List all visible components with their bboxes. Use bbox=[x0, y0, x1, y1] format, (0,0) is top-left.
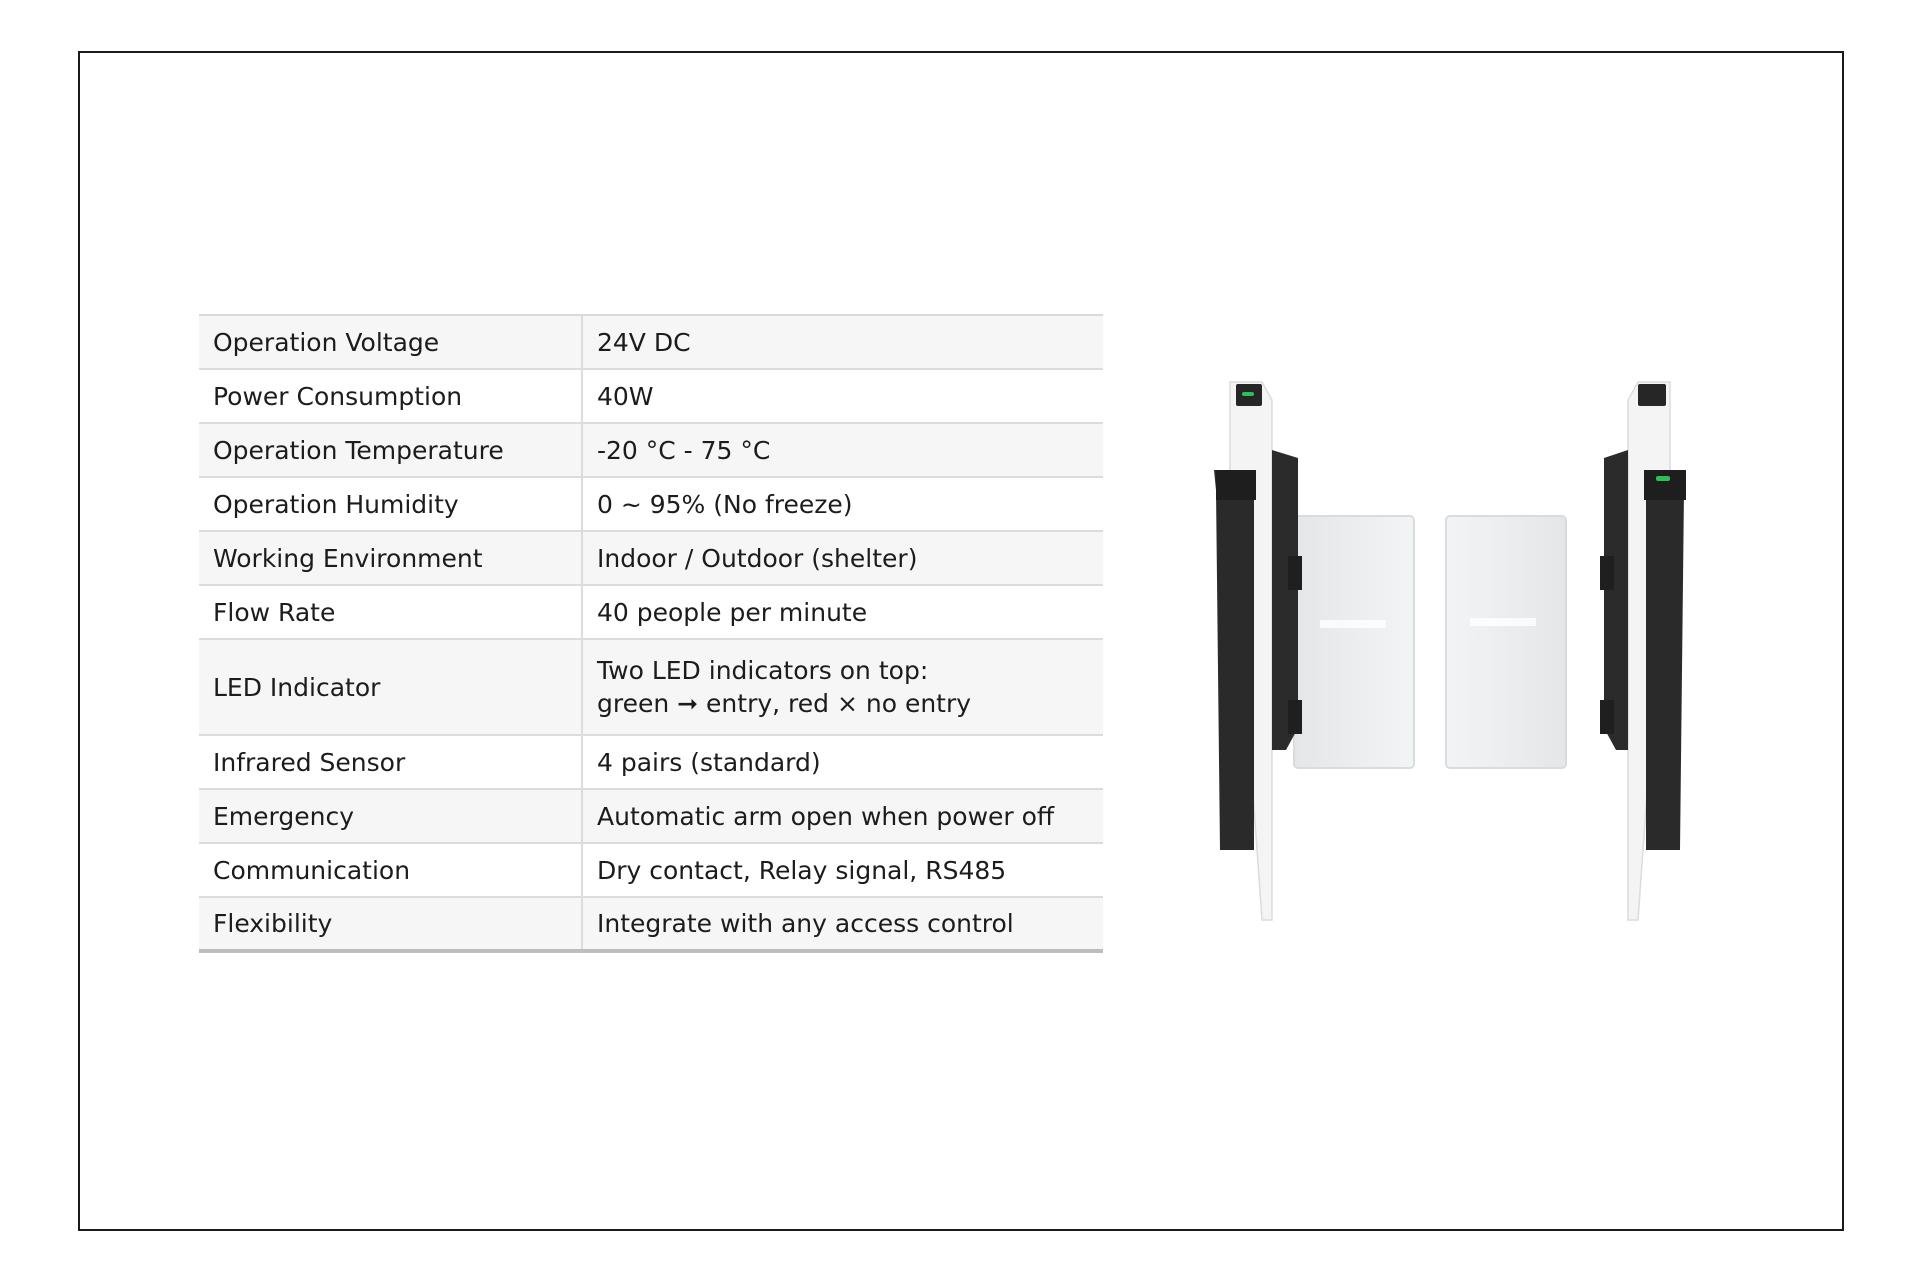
spec-value: 40 people per minute bbox=[582, 585, 1103, 639]
spec-table bbox=[199, 314, 1103, 953]
spec-label: LED Indicator bbox=[199, 639, 582, 735]
spec-row bbox=[199, 843, 1103, 897]
left-cabinet-top bbox=[1216, 470, 1256, 500]
spec-row bbox=[199, 315, 1103, 369]
spec-label: Operation Voltage bbox=[199, 315, 582, 369]
spec-value: -20 °C - 75 °C bbox=[582, 423, 1103, 477]
spec-value bbox=[582, 639, 1103, 735]
spec-label: Communication bbox=[199, 843, 582, 897]
spec-value: 40W bbox=[582, 369, 1103, 423]
spec-row bbox=[199, 531, 1103, 585]
turnstile-gate-image bbox=[1180, 370, 1720, 930]
spec-row bbox=[199, 789, 1103, 843]
left-led-green bbox=[1242, 392, 1254, 396]
spec-value: 4 pairs (standard) bbox=[582, 735, 1103, 789]
spec-row bbox=[199, 639, 1103, 735]
spec-label: Infrared Sensor bbox=[199, 735, 582, 789]
spec-value: Integrate with any access control bbox=[582, 897, 1103, 951]
left-bracket-bottom bbox=[1288, 700, 1302, 734]
spec-value: Dry contact, Relay signal, RS485 bbox=[582, 843, 1103, 897]
glass-logo-left bbox=[1320, 620, 1386, 628]
spec-value-line: green ➞ entry, red × no entry bbox=[597, 689, 972, 718]
spec-row bbox=[199, 477, 1103, 531]
spec-value: Indoor / Outdoor (shelter) bbox=[582, 531, 1103, 585]
turnstile-gate-photo bbox=[1180, 370, 1720, 930]
spec-value: 24V DC bbox=[582, 315, 1103, 369]
glass-wing-right bbox=[1446, 516, 1566, 768]
spec-row bbox=[199, 897, 1103, 951]
spec-row bbox=[199, 585, 1103, 639]
spec-row bbox=[199, 369, 1103, 423]
left-bracket-top bbox=[1288, 556, 1302, 590]
right-bracket-bottom bbox=[1600, 700, 1614, 734]
spec-label: Working Environment bbox=[199, 531, 582, 585]
spec-label: Operation Humidity bbox=[199, 477, 582, 531]
spec-value: Automatic arm open when power off bbox=[582, 789, 1103, 843]
spec-label: Power Consumption bbox=[199, 369, 582, 423]
right-led-panel bbox=[1638, 384, 1666, 406]
left-cabinet-body bbox=[1214, 470, 1254, 850]
spec-value: 0 ~ 95% (No freeze) bbox=[582, 477, 1103, 531]
right-led-green bbox=[1656, 476, 1670, 481]
glass-logo-right bbox=[1470, 618, 1536, 626]
spec-label: Flexibility bbox=[199, 897, 582, 951]
glass-wing-left bbox=[1294, 516, 1414, 768]
spec-row bbox=[199, 735, 1103, 789]
right-bracket-top bbox=[1600, 556, 1614, 590]
spec-label: Emergency bbox=[199, 789, 582, 843]
spec-row bbox=[199, 423, 1103, 477]
right-cabinet-body bbox=[1646, 470, 1686, 850]
right-cabinet-top bbox=[1644, 470, 1686, 500]
spec-label: Operation Temperature bbox=[199, 423, 582, 477]
spec-value-line: Two LED indicators on top: bbox=[597, 656, 929, 685]
spec-label: Flow Rate bbox=[199, 585, 582, 639]
